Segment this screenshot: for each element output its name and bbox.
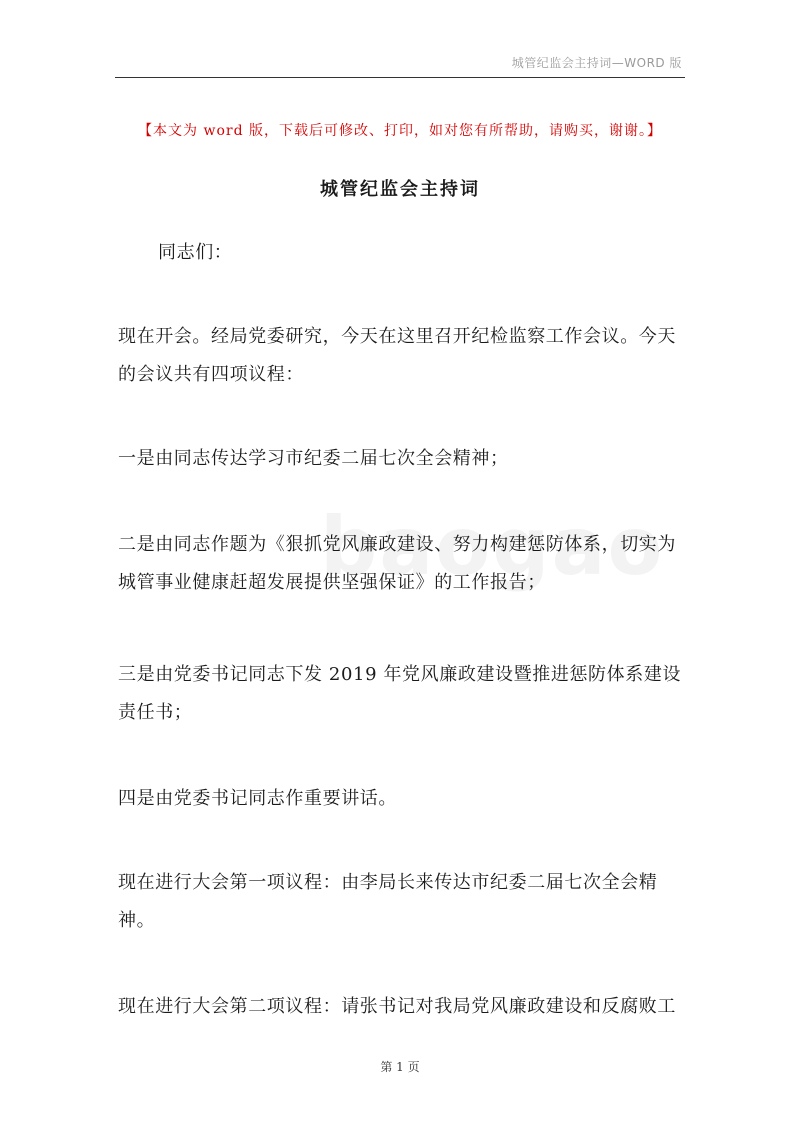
agenda-item-4: 四是由党委书记同志作重要讲话。 bbox=[118, 788, 397, 809]
paragraph-opening: 现在开会。经局党委研究，今天在这里召开纪检监察工作会议。今天的会议共有四项议程： bbox=[118, 326, 676, 385]
paragraph-first-item: 现在进行大会第一项议程：由李局长来传达市纪委二届七次全会精神。 bbox=[118, 872, 658, 931]
salutation: 同志们： bbox=[158, 242, 233, 263]
page-number: 第 1 页 bbox=[380, 1060, 420, 1074]
paragraph-second-item: 现在进行大会第二项议程：请张书记对我局党风廉政建设和反腐败工 bbox=[118, 996, 676, 1017]
document-title: 城管纪监会主持词 bbox=[320, 179, 480, 200]
agenda-item-2: 二是由同志作题为《狠抓党风廉政建设、努力构建惩防体系，切实为城管事业健康赶超发展提供坚强保证》的工作报告； bbox=[118, 534, 676, 593]
running-header: 城管纪监会主持词—WORD 版 bbox=[511, 56, 682, 70]
agenda-item-1: 一是由同志传达学习市纪委二届七次全会精神； bbox=[118, 448, 509, 469]
header-divider bbox=[115, 77, 685, 78]
agenda-item-3: 三是由党委书记同志下发 2019 年党风廉政建设暨推进惩防体系建设责任书； bbox=[118, 664, 682, 723]
purchase-notice: 【本文为 word 版，下载后可修改、打印，如对您有所帮助，请购买，谢谢。】 bbox=[138, 123, 662, 139]
